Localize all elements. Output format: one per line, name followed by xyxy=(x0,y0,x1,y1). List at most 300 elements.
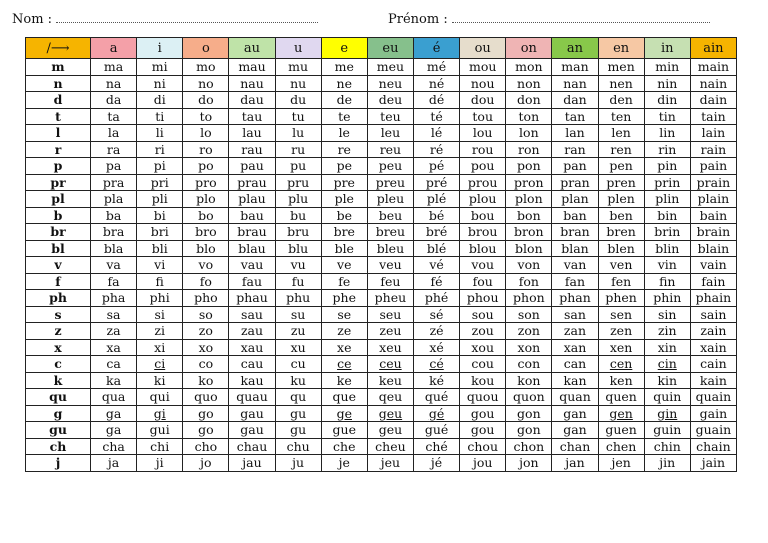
syllable-cell: pri xyxy=(137,174,183,191)
syllable-cell: chu xyxy=(275,438,321,455)
syllable-cell: prain xyxy=(690,174,736,191)
table-row xyxy=(26,191,737,208)
consonant-cell: v xyxy=(26,257,91,274)
syllable-cell: bi xyxy=(137,207,183,224)
syllable-cell: blain xyxy=(690,240,736,257)
table-row xyxy=(26,290,737,307)
table-row xyxy=(26,339,737,356)
vowel-header: o xyxy=(183,38,229,59)
syllable-cell: le xyxy=(321,125,367,142)
syllable-cell: fen xyxy=(598,273,644,290)
consonant-cell: p xyxy=(26,158,91,175)
syllable-cell: ré xyxy=(413,141,459,158)
syllable-cell: pru xyxy=(275,174,321,191)
syllable-cell: bra xyxy=(91,224,137,241)
syllable-cell: geu xyxy=(367,405,413,422)
syllable-cell: jau xyxy=(229,455,275,472)
syllable-cell: plen xyxy=(598,191,644,208)
syllable-cell: zé xyxy=(413,323,459,340)
syllable-cell: ja xyxy=(91,455,137,472)
syllable-cell: phé xyxy=(413,290,459,307)
syllable-cell: lain xyxy=(690,125,736,142)
syllable-cell: cen xyxy=(598,356,644,373)
syllable-cell: cho xyxy=(183,438,229,455)
syllable-cell: lon xyxy=(506,125,552,142)
syllable-cell: ni xyxy=(137,75,183,92)
syllable-cell: bré xyxy=(413,224,459,241)
syllable-cell: da xyxy=(91,92,137,109)
vowel-header: in xyxy=(644,38,690,59)
syllable-cell: breu xyxy=(367,224,413,241)
syllable-cell: prou xyxy=(460,174,506,191)
table-row xyxy=(26,207,737,224)
syllable-cell: lu xyxy=(275,125,321,142)
syllable-cell: prin xyxy=(644,174,690,191)
syllable-cell: de xyxy=(321,92,367,109)
syllable-cell: kou xyxy=(460,372,506,389)
syllable-cell: jo xyxy=(183,455,229,472)
consonant-cell: m xyxy=(26,59,91,76)
syllable-cell: din xyxy=(644,92,690,109)
syllable-cell: lo xyxy=(183,125,229,142)
syllable-cell: ben xyxy=(598,207,644,224)
syllable-cell: zon xyxy=(506,323,552,340)
consonant-cell: s xyxy=(26,306,91,323)
syllable-cell: con xyxy=(506,356,552,373)
syllable-cell: gau xyxy=(229,405,275,422)
table-row xyxy=(26,240,737,257)
syllable-cell: mo xyxy=(183,59,229,76)
syllable-cell: chon xyxy=(506,438,552,455)
vowel-header: u xyxy=(275,38,321,59)
syllable-cell: zin xyxy=(644,323,690,340)
syllable-cell: cheu xyxy=(367,438,413,455)
syllable-cell: bron xyxy=(506,224,552,241)
syllable-cell: fé xyxy=(413,273,459,290)
syllable-cell: nau xyxy=(229,75,275,92)
syllable-cell: bro xyxy=(183,224,229,241)
consonant-cell: l xyxy=(26,125,91,142)
syllable-cell: nen xyxy=(598,75,644,92)
table-row xyxy=(26,422,737,439)
table-row xyxy=(26,405,737,422)
syllable-cell: qué xyxy=(413,389,459,406)
syllable-cell: plin xyxy=(644,191,690,208)
syllable-cell: fan xyxy=(552,273,598,290)
syllable-cell: kin xyxy=(644,372,690,389)
syllable-cell: sa xyxy=(91,306,137,323)
syllable-cell: gan xyxy=(552,422,598,439)
syllable-cell: ji xyxy=(137,455,183,472)
syllable-cell: fon xyxy=(506,273,552,290)
syllable-cell: ri xyxy=(137,141,183,158)
syllable-cell: pron xyxy=(506,174,552,191)
syllable-cell: kau xyxy=(229,372,275,389)
syllable-cell: vi xyxy=(137,257,183,274)
syllable-cell: ba xyxy=(91,207,137,224)
table-row xyxy=(26,224,737,241)
syllable-cell: von xyxy=(506,257,552,274)
syllable-cell: pau xyxy=(229,158,275,175)
syllable-cell: ple xyxy=(321,191,367,208)
syllable-cell: qui xyxy=(137,389,183,406)
syllable-cell: pli xyxy=(137,191,183,208)
syllable-cell: plan xyxy=(552,191,598,208)
corner-cell: /⟶ xyxy=(26,38,91,59)
firstname-field[interactable] xyxy=(388,12,710,27)
syllable-cell: po xyxy=(183,158,229,175)
syllable-cell: gu xyxy=(275,422,321,439)
syllable-cell: tan xyxy=(552,108,598,125)
syllable-cell: rau xyxy=(229,141,275,158)
syllable-cell: mou xyxy=(460,59,506,76)
syllable-cell: gen xyxy=(598,405,644,422)
syllable-cell: gin xyxy=(644,405,690,422)
consonant-cell: c xyxy=(26,356,91,373)
syllable-cell: teu xyxy=(367,108,413,125)
syllable-cell: se xyxy=(321,306,367,323)
syllable-cell: gan xyxy=(552,405,598,422)
table-row xyxy=(26,59,737,76)
syllable-cell: ga xyxy=(91,422,137,439)
vowel-header: au xyxy=(229,38,275,59)
syllable-cell: pou xyxy=(460,158,506,175)
syllable-cell: vu xyxy=(275,257,321,274)
syllable-cell: bo xyxy=(183,207,229,224)
syllable-cell: zu xyxy=(275,323,321,340)
syllable-cell: gé xyxy=(413,405,459,422)
table-row xyxy=(26,438,737,455)
syllable-cell: pé xyxy=(413,158,459,175)
syllable-cell: so xyxy=(183,306,229,323)
syllable-cell: mu xyxy=(275,59,321,76)
vowel-header: ou xyxy=(460,38,506,59)
syllable-cell: ma xyxy=(91,59,137,76)
syllable-cell: bou xyxy=(460,207,506,224)
syllable-cell: to xyxy=(183,108,229,125)
syllable-cell: quou xyxy=(460,389,506,406)
syllable-cell: pan xyxy=(552,158,598,175)
table-row xyxy=(26,323,737,340)
syllable-cell: blé xyxy=(413,240,459,257)
syllable-cell: peu xyxy=(367,158,413,175)
consonant-cell: ch xyxy=(26,438,91,455)
syllable-cell: ka xyxy=(91,372,137,389)
syllable-cell: phi xyxy=(137,290,183,307)
syllable-cell: je xyxy=(321,455,367,472)
syllable-cell: ce xyxy=(321,356,367,373)
syllable-cell: guen xyxy=(598,422,644,439)
consonant-cell: t xyxy=(26,108,91,125)
syllable-cell: phe xyxy=(321,290,367,307)
syllable-cell: blan xyxy=(552,240,598,257)
syllable-cell: pheu xyxy=(367,290,413,307)
syllable-cell: bla xyxy=(91,240,137,257)
syllable-cell: zi xyxy=(137,323,183,340)
syllable-cell: ci xyxy=(137,356,183,373)
syllable-cell: don xyxy=(506,92,552,109)
table-row xyxy=(26,174,737,191)
syllable-cell: feu xyxy=(367,273,413,290)
syllable-cell: gou xyxy=(460,405,506,422)
syllable-cell: pran xyxy=(552,174,598,191)
table-row xyxy=(26,455,737,472)
syllable-cell: pren xyxy=(598,174,644,191)
syllable-cell: ze xyxy=(321,323,367,340)
syllable-cell: blo xyxy=(183,240,229,257)
syllable-cell: fo xyxy=(183,273,229,290)
syllable-cell: plo xyxy=(183,191,229,208)
syllable-cell: xin xyxy=(644,339,690,356)
syllable-cell: bli xyxy=(137,240,183,257)
syllable-cell: bin xyxy=(644,207,690,224)
syllable-cell: na xyxy=(91,75,137,92)
syllable-cell: xain xyxy=(690,339,736,356)
syllable-cell: blau xyxy=(229,240,275,257)
syllable-cell: li xyxy=(137,125,183,142)
name-label: Nom : xyxy=(12,12,53,27)
syllable-cell: mau xyxy=(229,59,275,76)
firstname-line[interactable] xyxy=(452,12,710,23)
syllable-cell: fin xyxy=(644,273,690,290)
syllable-cell: qua xyxy=(91,389,137,406)
syllable-cell: cu xyxy=(275,356,321,373)
syllable-cell: fau xyxy=(229,273,275,290)
syllable-cell: plé xyxy=(413,191,459,208)
syllable-cell: lin xyxy=(644,125,690,142)
syllable-cell: chou xyxy=(460,438,506,455)
syllable-cell: cha xyxy=(91,438,137,455)
vowel-header: on xyxy=(506,38,552,59)
syllable-cell: si xyxy=(137,306,183,323)
syllable-cell: ten xyxy=(598,108,644,125)
syllable-cell: gau xyxy=(229,422,275,439)
syllable-cell: du xyxy=(275,92,321,109)
syllable-cell: chau xyxy=(229,438,275,455)
syllable-cell: ran xyxy=(552,141,598,158)
table-row xyxy=(26,257,737,274)
syllable-cell: gon xyxy=(506,422,552,439)
vowel-header: en xyxy=(598,38,644,59)
syllable-cell: rain xyxy=(690,141,736,158)
syllable-cell: tain xyxy=(690,108,736,125)
syllable-cell: di xyxy=(137,92,183,109)
syllable-cell: ron xyxy=(506,141,552,158)
syllable-cell: quin xyxy=(644,389,690,406)
consonant-cell: bl xyxy=(26,240,91,257)
syllable-cell: gue xyxy=(321,422,367,439)
syllable-cell: jeu xyxy=(367,455,413,472)
syllable-cell: lau xyxy=(229,125,275,142)
syllable-cell: len xyxy=(598,125,644,142)
syllable-cell: bleu xyxy=(367,240,413,257)
syllable-cell: plou xyxy=(460,191,506,208)
syllable-cell: zan xyxy=(552,323,598,340)
consonant-cell: pr xyxy=(26,174,91,191)
syllable-cell: phau xyxy=(229,290,275,307)
syllable-cell: ko xyxy=(183,372,229,389)
vowel-header: an xyxy=(552,38,598,59)
syllable-cell: xo xyxy=(183,339,229,356)
syllable-cell: nan xyxy=(552,75,598,92)
syllable-cell: pon xyxy=(506,158,552,175)
syllable-cell: xon xyxy=(506,339,552,356)
syllable-cell: ton xyxy=(506,108,552,125)
syllable-cell: ki xyxy=(137,372,183,389)
syllable-cell: ceu xyxy=(367,356,413,373)
syllable-cell: qeu xyxy=(367,389,413,406)
syllable-cell: pro xyxy=(183,174,229,191)
syllable-cell: bain xyxy=(690,207,736,224)
syllable-cell: main xyxy=(690,59,736,76)
syllable-cell: nu xyxy=(275,75,321,92)
syllable-cell: chain xyxy=(690,438,736,455)
syllable-cell: beu xyxy=(367,207,413,224)
table-row xyxy=(26,75,737,92)
name-line[interactable] xyxy=(56,12,318,23)
syllable-cell: plon xyxy=(506,191,552,208)
syllable-cell: zeu xyxy=(367,323,413,340)
syllable-cell: nain xyxy=(690,75,736,92)
syllable-cell: quon xyxy=(506,389,552,406)
syllable-cell: non xyxy=(506,75,552,92)
vowel-header: ain xyxy=(690,38,736,59)
syllable-cell: brou xyxy=(460,224,506,241)
syllable-cell: kain xyxy=(690,372,736,389)
syllable-cell: vain xyxy=(690,257,736,274)
syllable-cell: ge xyxy=(321,405,367,422)
syllable-cell: che xyxy=(321,438,367,455)
syllable-cell: reu xyxy=(367,141,413,158)
syllable-cell: ro xyxy=(183,141,229,158)
syllable-cell: phen xyxy=(598,290,644,307)
syllable-cell: pho xyxy=(183,290,229,307)
consonant-cell: x xyxy=(26,339,91,356)
syllable-cell: bran xyxy=(552,224,598,241)
syllable-cell: bri xyxy=(137,224,183,241)
syllable-cell: zau xyxy=(229,323,275,340)
syllable-cell: zain xyxy=(690,323,736,340)
syllable-cell: ra xyxy=(91,141,137,158)
vowel-header: eu xyxy=(367,38,413,59)
syllable-cell: ru xyxy=(275,141,321,158)
syllable-cell: van xyxy=(552,257,598,274)
syllable-cell: blen xyxy=(598,240,644,257)
syllable-cell: meu xyxy=(367,59,413,76)
syllable-cell: jon xyxy=(506,455,552,472)
table-row xyxy=(26,389,737,406)
syllable-cell: phan xyxy=(552,290,598,307)
consonant-cell: f xyxy=(26,273,91,290)
syllable-cell: men xyxy=(598,59,644,76)
syllable-cell: bu xyxy=(275,207,321,224)
vowel-header: i xyxy=(137,38,183,59)
syllable-cell: do xyxy=(183,92,229,109)
syllable-cell: seu xyxy=(367,306,413,323)
syllable-cell: chan xyxy=(552,438,598,455)
syllable-cell: no xyxy=(183,75,229,92)
syllable-cell: bru xyxy=(275,224,321,241)
syllable-cell: gi xyxy=(137,405,183,422)
syllable-cell: den xyxy=(598,92,644,109)
syllable-cell: sen xyxy=(598,306,644,323)
syllable-cell: xe xyxy=(321,339,367,356)
syllable-cell: cin xyxy=(644,356,690,373)
consonant-cell: g xyxy=(26,405,91,422)
syllable-cell: keu xyxy=(367,372,413,389)
syllable-cell: quain xyxy=(690,389,736,406)
syllable-cell: té xyxy=(413,108,459,125)
syllable-cell: blin xyxy=(644,240,690,257)
syllable-cell: mi xyxy=(137,59,183,76)
syllable-cell: ke xyxy=(321,372,367,389)
syllable-cell: te xyxy=(321,108,367,125)
syllable-cell: xou xyxy=(460,339,506,356)
syllable-cell: ché xyxy=(413,438,459,455)
syllable-cell: gui xyxy=(137,422,183,439)
syllable-cell: gu xyxy=(275,405,321,422)
syllable-cell: ta xyxy=(91,108,137,125)
syllable-cell: be xyxy=(321,207,367,224)
syllable-cell: blou xyxy=(460,240,506,257)
vowel-header: a xyxy=(91,38,137,59)
syllable-cell: za xyxy=(91,323,137,340)
syllable-cell: sou xyxy=(460,306,506,323)
syllable-cell: jan xyxy=(552,455,598,472)
syllable-cell: zou xyxy=(460,323,506,340)
syllable-cell: zo xyxy=(183,323,229,340)
syllable-cell: pen xyxy=(598,158,644,175)
syllable-cell: xen xyxy=(598,339,644,356)
syllable-cell: jou xyxy=(460,455,506,472)
table-row xyxy=(26,141,737,158)
syllable-cell: ca xyxy=(91,356,137,373)
syllable-cell: pré xyxy=(413,174,459,191)
syllable-cell: ren xyxy=(598,141,644,158)
table-row xyxy=(26,108,737,125)
syllable-cell: xi xyxy=(137,339,183,356)
syllable-cell: phin xyxy=(644,290,690,307)
name-field[interactable] xyxy=(12,12,318,27)
syllable-cell: quan xyxy=(552,389,598,406)
syllable-cell: leu xyxy=(367,125,413,142)
syllable-cell: geu xyxy=(367,422,413,439)
vowel-header-row xyxy=(26,38,737,59)
syllable-cell: pha xyxy=(91,290,137,307)
syllable-cell: fa xyxy=(91,273,137,290)
syllable-cell: vau xyxy=(229,257,275,274)
syllable-cell: can xyxy=(552,356,598,373)
table-row xyxy=(26,372,737,389)
syllable-rows xyxy=(26,59,737,472)
syllable-cell: mé xyxy=(413,59,459,76)
syllable-cell: pain xyxy=(690,158,736,175)
syllable-cell: brau xyxy=(229,224,275,241)
syllable-cell: chin xyxy=(644,438,690,455)
syllable-cell: go xyxy=(183,405,229,422)
syllable-cell: ku xyxy=(275,372,321,389)
syllable-cell: xau xyxy=(229,339,275,356)
syllable-cell: gou xyxy=(460,422,506,439)
syllable-cell: xeu xyxy=(367,339,413,356)
syllable-cell: min xyxy=(644,59,690,76)
table-row xyxy=(26,306,737,323)
syllable-cell: cau xyxy=(229,356,275,373)
syllable-cell: tou xyxy=(460,108,506,125)
syllable-cell: quo xyxy=(183,389,229,406)
syllable-cell: blu xyxy=(275,240,321,257)
syllable-cell: gon xyxy=(506,405,552,422)
